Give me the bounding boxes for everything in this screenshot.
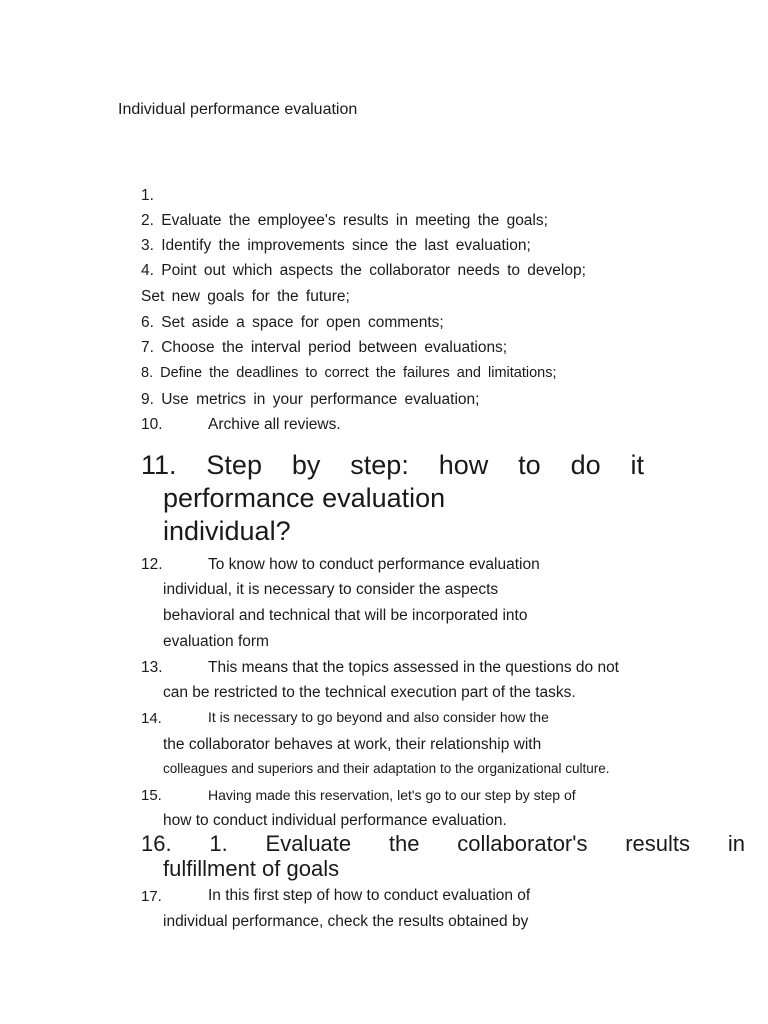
heading-16-word: 16. <box>141 831 172 856</box>
list-item-2: 2. Evaluate the employee's results in meeting the goals; <box>141 212 548 229</box>
list-item-7: 7. Choose the interval period between evaluations; <box>141 339 508 356</box>
heading-11-word: to <box>518 450 541 480</box>
heading-16-word: results <box>625 831 691 856</box>
para-12-line-3: behavioral and technical that will be incorporated into <box>163 607 528 624</box>
list-item-1: 1. <box>141 187 154 204</box>
para-17-line-1: In this first step of how to conduct evaluation of <box>208 887 531 904</box>
heading-11-word: how <box>438 450 489 480</box>
list-item-10-text: Archive all reviews. <box>208 416 341 433</box>
heading-11-word: Step <box>206 450 262 480</box>
para-13-line-2: can be restricted to the technical execution part of the tasks. <box>163 684 576 701</box>
list-item-9: 9. Use metrics in your performance evaluation; <box>141 391 480 408</box>
list-item-6: 6. Set aside a space for open comments; <box>141 314 444 331</box>
para-12-line-2: individual, it is necessary to consider the aspects <box>163 581 499 598</box>
heading-11-number: 11. <box>141 450 177 480</box>
para-14-number: 14. <box>141 710 162 727</box>
para-15-line-2: how to conduct individual performance evaluation. <box>163 812 507 829</box>
heading-16-word: in <box>727 831 745 856</box>
heading-16-word: the <box>388 831 420 856</box>
heading-11-word: step: <box>350 450 409 480</box>
heading-11-line-1 <box>141 452 644 479</box>
heading-16-line-1 <box>141 833 745 855</box>
list-item-3: 3. Identify the improvements since the last evaluation; <box>141 237 531 254</box>
heading-16-word: collaborator's <box>457 831 588 856</box>
heading-11-word: it <box>630 450 644 480</box>
para-15-number: 15. <box>141 787 162 804</box>
heading-16-word: Evaluate <box>265 831 352 856</box>
list-item-10-number: 10. <box>141 416 163 433</box>
list-item-8: 8. Define the deadlines to correct the failures and limitations; <box>141 365 557 381</box>
para-12-number: 12. <box>141 556 163 573</box>
list-item-5: Set new goals for the future; <box>141 288 350 305</box>
heading-11-word: by <box>291 450 321 480</box>
para-14-line-2: the collaborator behaves at work, their relationship with <box>163 736 542 753</box>
para-14-line-1: It is necessary to go beyond and also consider how the <box>208 709 549 725</box>
heading-11-line-2: performance evaluation <box>163 483 446 513</box>
list-item-4: 4. Point out which aspects the collaborator needs to develop; <box>141 262 586 279</box>
heading-11-line-3: individual? <box>163 516 291 546</box>
document-title: Individual performance evaluation <box>118 101 358 118</box>
para-13-number: 13. <box>141 659 163 676</box>
heading-16-line-2: fulfillment of goals <box>163 856 340 881</box>
para-12-line-4: evaluation form <box>163 633 269 650</box>
heading-16-word: 1. <box>209 831 228 856</box>
heading-11-word: do <box>570 450 601 480</box>
para-15-line-1: Having made this reservation, let's go to our step by step of <box>208 787 576 803</box>
para-17-line-2: individual performance, check the results obtained by <box>163 913 529 930</box>
para-12-line-1: To know how to conduct performance evaluation <box>208 556 540 573</box>
para-17-number: 17. <box>141 888 162 905</box>
para-13-line-1: This means that the topics assessed in the questions do not <box>208 659 619 676</box>
para-14-line-3: colleagues and superiors and their adaptation to the organizational culture. <box>163 761 610 776</box>
